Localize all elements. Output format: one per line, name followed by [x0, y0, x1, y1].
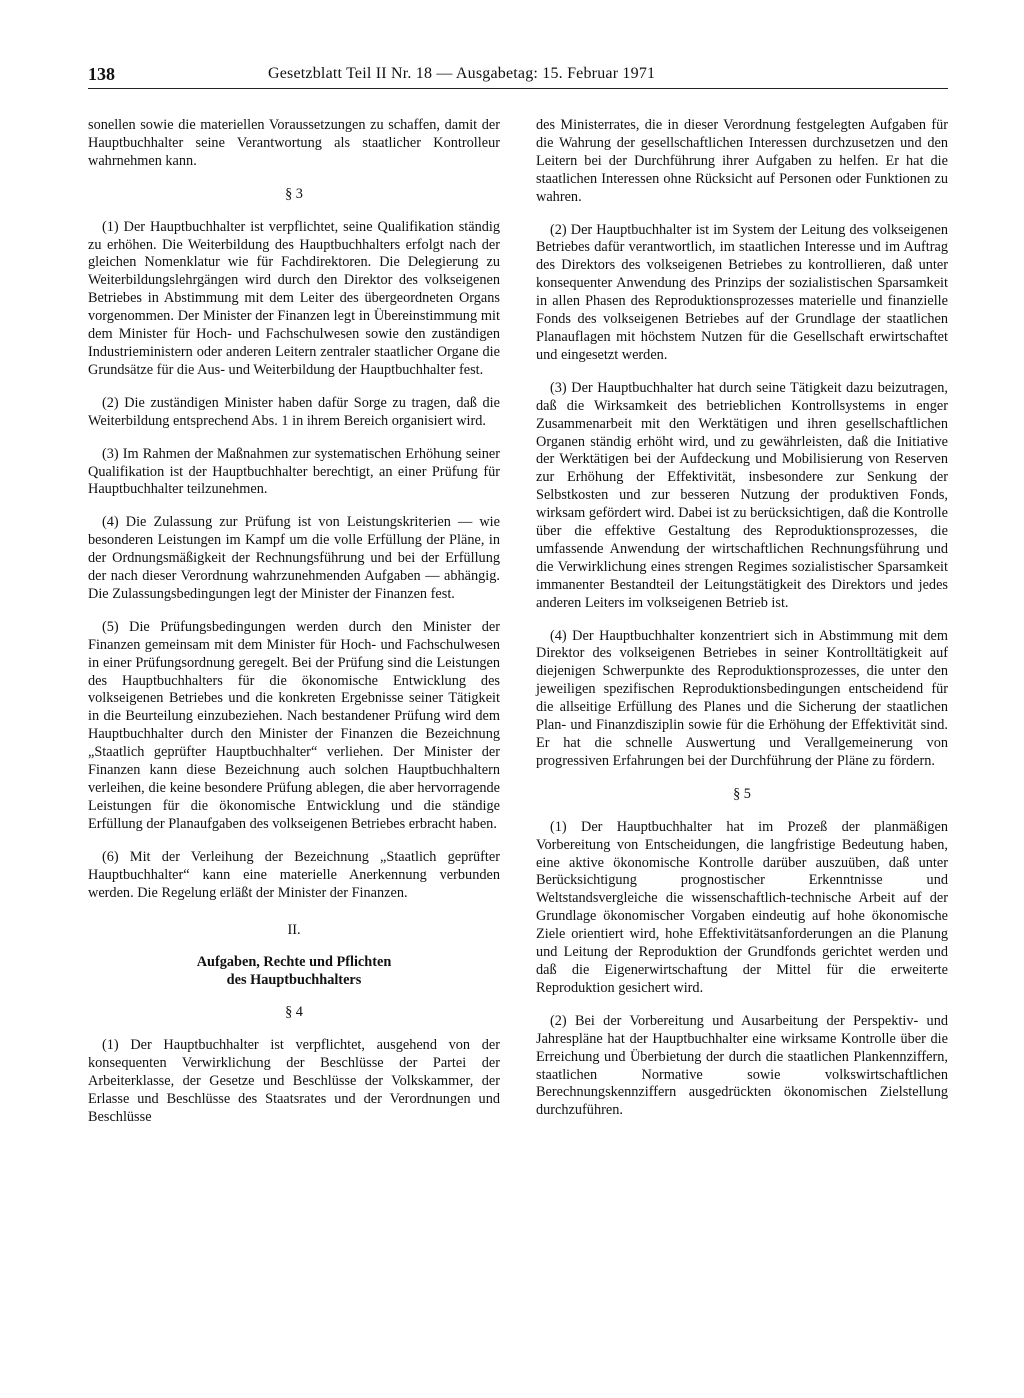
left-column [88, 117, 500, 1142]
paragraph: (6) Mit der Verleihung der Bezeichnung „Staatlich geprüfter Hauptbuchhalter“ kann eine materielle Anerkennung verbunden werden. Die Regelung erläßt der Minister der Finanzen. [88, 848, 500, 901]
paragraph: (5) Die Prüfungsbedingungen werden durch den Minister der Finanzen gemeinsam mit dem Minister für Hoch- und Fachschulwesen in einer Prüfungsordnung geregelt. Bei der Prüfung sind die Leistungen des Hauptbuchhalters für die ökonomische Entwicklung des volkseigenen Betriebes und die konkreten Ergebnisse seiner Tätigkeit in die Beurteilung einzubeziehen. Nach bestandener Prüfung wird dem Hauptbuchhalter durch den Minister der Finanzen die Bezeichnung „Staatlich geprüfter Hauptbuchhalter“ verliehen. Der Minister der Finanzen kann diese Bezeichnung auch solchen Hauptbuchhaltern verleihen, die keine besondere Prüfung ablegen, die aber hervorragende Leistungen für die ökonomische Entwicklung und die ständige Erfüllung der Planaufgaben des volkseigenen Betriebes erbracht haben. [88, 618, 500, 832]
paragraph: (4) Der Hauptbuchhalter konzentriert sich in Abstimmung mit dem Direktor des volkseigenen Betriebes in seiner Kontrolltätigkeit auf diejenigen Schwerpunkte des Reproduktionsprozesses, die unter den jeweiligen spezifischen Reproduktionsbedingungen entscheidend für die allseitige Erfüllung des Planes und die Sicherung der staatlichen Plan- und Finanzdisziplin sowie für die Erhöhung der Effektivität sind. Er hat die schnelle Auswertung und Verallgemeinerung von progressiven Erfahrungen bei der Durchführung der Pläne zu fördern. [536, 627, 948, 769]
paragraph: (3) Im Rahmen der Maßnahmen zur systematischen Erhöhung seiner Qualifikation ist der Hauptbuchhalter berechtigt, an einer Prüfung für Hauptbuchhalter teilzunehmen. [88, 445, 500, 498]
paragraph: sonellen sowie die materiellen Voraussetzungen zu schaffen, damit der Hauptbuchhalter seine Verantwortung als staatlicher Kontrolleur wahrnehmen kann. [88, 117, 500, 169]
right-column [536, 117, 948, 1135]
running-title: Gesetzblatt Teil II Nr. 18 — Ausgabetag: 15. Februar 1971 [268, 65, 656, 82]
paragraph: (1) Der Hauptbuchhalter hat im Prozeß der planmäßigen Vorbereitung von Entscheidungen, die langfristige Bedeutung haben, eine aktive ökonomische Kontrolle darüber auszuüben, daß unter Berücksichtigung prognostischer Erkenntnisse und Weltstandsvergleiche die wissenschaftlich-technische Arbeit auf der Grundlage ökonomischer Vorgaben eindeutig auf hohe ökonomische Ziele orientiert wird, hohe Effektivitätsanforderungen an die Planung und Leitung der Reproduktion der Grundfonds gerichtet werden und daß die Eigenerwirtschaftung der Mittel für die erweiterte Reproduktion gesichert wird. [536, 818, 948, 996]
paragraph: (2) Die zuständigen Minister haben dafür Sorge zu tragen, daß die Weiterbildung entsprechend Abs. 1 in ihrem Bereich organisiert wird. [88, 394, 500, 429]
paragraph: des Ministerrates, die in dieser Verordnung festgelegten Aufgaben für die Wahrung der gesellschaftlichen Interessen durchzusetzen und den Leitern bei der Durchführung ihrer Aufgaben zu helfen. Er hat die staatlichen Interessen ohne Rücksicht auf Personen oder Funktionen zu wahren. [536, 117, 948, 205]
chapter-number: II. [287, 922, 301, 939]
paragraph: (1) Der Hauptbuchhalter ist verpflichtet, ausgehend von der konsequenten Verwirklichung der Beschlüsse der Partei der Arbeiterklasse, der Gesetze und Beschlüsse der Volkskammer, der Erlasse und Beschlüsse des Staatsrates und der Verordnungen und Beschlüsse [88, 1037, 500, 1125]
paragraph: (1) Der Hauptbuchhalter ist verpflichtet, seine Qualifikation ständig zu erhöhen. Die Weiterbildung des Hauptbuchhalters erfolgt nach der gleichen Nomenklatur wie für Fachdirektoren. Die Delegierung zu Weiterbildungslehrgängen wird durch den Direktor des volkseigenen Betriebes in Abstimmung mit dem Leiter des übergeordneten Organs vorgenommen. Der Minister der Finanzen legt in Übereinstimmung mit dem Minister für Hoch- und Fachschulwesen sowie den zuständigen Industrieministern oder anderen Leitern zentraler staatlicher Organe die Grundsätze für die Aus- und Weiterbildung der Hauptbuchhalter fest. [88, 218, 500, 378]
paragraph: (2) Der Hauptbuchhalter ist im System der Leitung des volkseigenen Betriebes dafür verantwortlich, im staatlichen Interesse und im Auftrag des Direktors des volkseigenen Betriebes zu kontrollieren, daß unter konsequenter Anwendung des Prinzips der sozialistischen Sparsamkeit in allen Phasen des Reproduktionsprozesses materielle und finanzielle Fonds des volkseigenen Betriebes auf der Grundlage der staatlichen Planauflagen mit höchstem Nutzen für die Gesellschaft erwirtschaftet und eingesetzt werden. [536, 221, 948, 363]
chapter-title [88, 954, 500, 990]
paragraph: (4) Die Zulassung zur Prüfung ist von Leistungskriterien — wie besonderen Leistungen im Kampf um die volle Erfüllung der Pläne, in der Ordnungsmäßigkeit der Rechnungsführung und bei der Erfüllung der nach dieser Verordnung wahrzunehmenden Aufgaben — abhängig. Die Zulassungsbedingungen legt der Minister der Finanzen fest. [88, 514, 500, 602]
section-heading-3: § 3 [285, 185, 303, 202]
paragraph: (2) Bei der Vorbereitung und Ausarbeitung der Perspektiv- und Jahrespläne hat der Hauptbuchhalter eine wirksame Kontrolle über die Erreichung und Überbietung der durch die staatlichen Plankennziffern, staatlichen Normative sowie volkswirtschaftlichen Berechnungskennziffern ausgedrückten ökonomischen Zielstellung durchzuführen. [536, 1012, 948, 1119]
page-header [88, 62, 948, 89]
section-heading-5: § 5 [733, 785, 751, 802]
section-heading-4: § 4 [285, 1004, 303, 1021]
page-number: 138 [88, 64, 115, 84]
chapter-title-line: Aufgaben, Rechte und Pflichten [196, 954, 392, 971]
chapter-title-line: des Hauptbuchhalters [226, 972, 362, 989]
paragraph: (3) Der Hauptbuchhalter hat durch seine Tätigkeit dazu beizutragen, daß die Wirksamkeit des betrieblichen Kontrollsystems in enger Zusammenarbeit mit den Werktätigen und ihren gesellschaftlichen Organen ständig erhöht wird, und zu gewährleisten, daß die Initiative der Werktätigen bei der Aufdeckung und Mobilisierung von Reserven zur Erhöhung der Effektivität, insbesondere zur Senkung der Selbstkosten und zur besseren Nutzung der produktiven Fonds, wirksam gefördert wird. Dabei ist zu berücksichtigen, daß die Kontrolle über die effektive Gestaltung des Reproduktionsprozesses, die umfassende Anwendung der wirtschaftlichen Rechnungsführung und die Verwirklichung eines strengen Regimes sozialistischer Sparsamkeit immanenter Bestandteil der Leitungstätigkeit des Direktors und jedes anderen Leiters im volkseigenen Betrieb ist. [536, 379, 948, 611]
